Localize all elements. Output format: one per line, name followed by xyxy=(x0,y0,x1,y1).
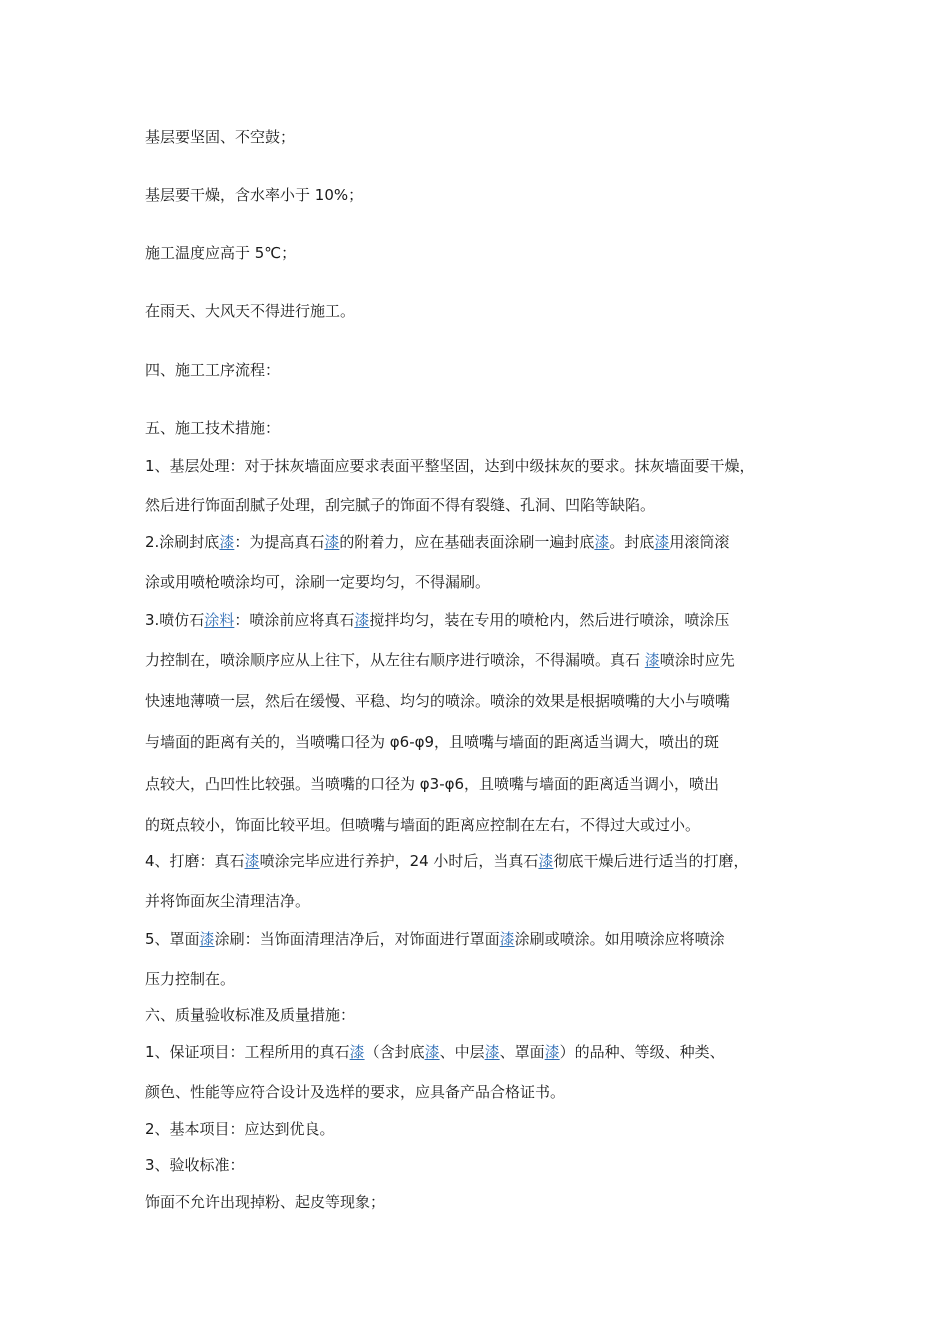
paragraph-polish-line1 xyxy=(145,851,825,871)
paragraph-spray-line5: 点较大，凸凹性比较强。当喷嘴的口径为 φ3-φ6，且喷嘴与墙面的距离适当调小，喷出 xyxy=(145,775,720,793)
paragraph-spray-line6: 的斑点较小，饰面比较平坦。但喷嘴与墙面的距离应控制在左右，不得过大或过小。 xyxy=(145,816,701,834)
text-run: 4、打磨：真石 xyxy=(145,852,245,870)
paint-link[interactable]: 漆 xyxy=(354,611,370,629)
section-heading-6: 六、质量验收标准及质量措施： xyxy=(145,1006,356,1024)
paragraph-topcoat-line2: 压力控制在。 xyxy=(145,970,236,988)
coating-link[interactable]: 涂料 xyxy=(204,611,235,629)
text-run: 彻底干燥后进行适当的打磨， xyxy=(553,852,749,870)
text-run: 喷涂时应先 xyxy=(659,651,735,669)
paragraph-spray-line4: 与墙面的距离有关的，当喷嘴口径为 φ6-φ9，且喷嘴与墙面的距离适当调大，喷出的斑 xyxy=(145,733,720,751)
paragraph-polish-line2: 并将饰面灰尘清理洁净。 xyxy=(145,892,311,910)
paragraph-acceptance: 3、验收标准： xyxy=(145,1156,245,1174)
paint-link[interactable]: 漆 xyxy=(544,1043,560,1061)
paragraph-guarantee-line2: 颜色、性能等应符合设计及选样的要求，应具备产品合格证书。 xyxy=(145,1083,566,1101)
text-run: ：喷涂前应将真石 xyxy=(234,611,355,629)
paragraph-last: 饰面不允许出现掉粉、起皮等现象； xyxy=(145,1193,386,1211)
text-run: ）的品种、等级、种类、 xyxy=(559,1043,725,1061)
text-run: 力控制在，喷涂顺序应从上往下，从左往右顺序进行喷涂，不得漏喷。真石 xyxy=(145,651,645,669)
paint-link[interactable]: 漆 xyxy=(594,533,610,551)
paragraph-base-treatment-line2: 然后进行饰面刮腻子处理，刮完腻子的饰面不得有裂缝、孔洞、凹陷等缺陷。 xyxy=(145,496,656,514)
text-run: 搅拌均匀，装在专用的喷枪内，然后进行喷涂，喷涂压 xyxy=(369,611,730,629)
section-heading-4: 四、施工工序流程： xyxy=(145,361,281,379)
paint-link[interactable]: 漆 xyxy=(499,930,515,948)
paragraph-topcoat-line1 xyxy=(145,929,825,949)
paragraph-spray-line1 xyxy=(145,610,825,630)
paragraph-primer-line2: 涂或用喷枪喷涂均可，涂刷一定要均匀，不得漏刷。 xyxy=(145,573,491,591)
text-run: 1、保证项目：工程所用的真石 xyxy=(145,1043,350,1061)
text-run: （含封底 xyxy=(364,1043,425,1061)
paragraph-guarantee-line1 xyxy=(145,1042,825,1062)
requirement-line: 施工温度应高于 5℃； xyxy=(145,244,297,262)
text-run: 、中层 xyxy=(439,1043,485,1061)
paragraph-basic-items: 2、基本项目：应达到优良。 xyxy=(145,1120,335,1138)
paint-link[interactable]: 漆 xyxy=(349,1043,365,1061)
paragraph-primer-line1 xyxy=(145,532,825,552)
text-run: 的附着力，应在基础表面涂刷一遍封底 xyxy=(339,533,595,551)
paint-link[interactable]: 漆 xyxy=(199,930,215,948)
text-run: 3.喷仿石 xyxy=(145,611,205,629)
requirement-line: 在雨天、大风天不得进行施工。 xyxy=(145,302,356,320)
paint-link[interactable]: 漆 xyxy=(219,533,235,551)
requirement-line: 基层要干燥，含水率小于 10%； xyxy=(145,186,364,204)
text-run: 喷涂完毕应进行养护，24 小时后，当真石 xyxy=(259,852,539,870)
text-run: 。封底 xyxy=(609,533,655,551)
paint-link[interactable]: 漆 xyxy=(484,1043,500,1061)
paragraph-spray-line2 xyxy=(145,650,825,670)
paint-link[interactable]: 漆 xyxy=(538,852,554,870)
paint-link[interactable]: 漆 xyxy=(244,852,260,870)
section-heading-5: 五、施工技术措施： xyxy=(145,419,281,437)
paragraph-base-treatment-line1: 1、基层处理：对于抹灰墙面应要求表面平整坚固，达到中级抹灰的要求。抹灰墙面要干燥， xyxy=(145,457,755,475)
text-run: 、罩面 xyxy=(499,1043,545,1061)
text-run: 涂刷：当饰面清理洁净后，对饰面进行罩面 xyxy=(214,930,500,948)
paint-link[interactable]: 漆 xyxy=(654,533,670,551)
paragraph-spray-line3: 快速地薄喷一层，然后在缓慢、平稳、均匀的喷涂。喷涂的效果是根据喷嘴的大小与喷嘴 xyxy=(145,692,731,710)
requirement-line: 基层要坚固、不空鼓； xyxy=(145,128,296,146)
paint-link[interactable]: 漆 xyxy=(424,1043,440,1061)
paint-link[interactable]: 漆 xyxy=(324,533,340,551)
text-run: 2.涂刷封底 xyxy=(145,533,220,551)
text-run: ：为提高真石 xyxy=(234,533,325,551)
text-run: 5、罩面 xyxy=(145,930,200,948)
text-run: 用滚筒滚 xyxy=(669,533,730,551)
text-run: 涂刷或喷涂。如用喷涂应将喷涂 xyxy=(514,930,725,948)
paint-link[interactable]: 漆 xyxy=(644,651,660,669)
